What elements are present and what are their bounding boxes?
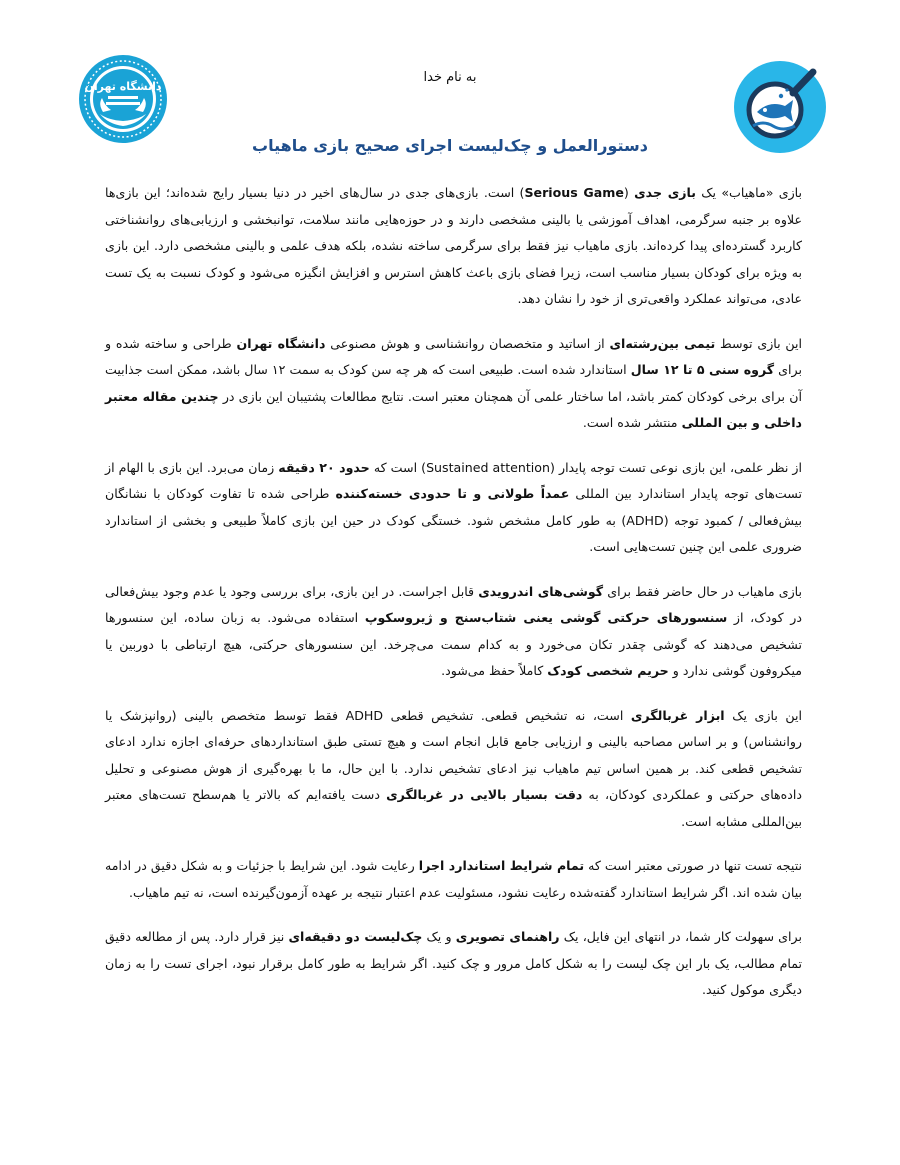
paragraph-6 [105,853,802,906]
text-run: زمان می‌برد. این بازی با الهام از تست‌های توجه پایدار استاندارد بین المللی [105,459,802,501]
bold-run: گروه سنی ۵ تا ۱۲ سال [630,362,775,377]
text-run: رعایت شود. این شرایط با جزئیات و به شکل دقیق در ادامه بیان شده اند. اگر شرایط استاندارد گفته‌شده رعایت نشود، مسئولیت عدم اعتبار نتیجه بر عهده آزمون‌گیرنده است، نه تیم ماهیاب. [105,858,802,900]
university-of-tehran-seal-icon [78,54,168,144]
text-run: استفاده می‌شود. به زبان ساده، این سنسورها تشخیص می‌دهند که گوشی چقدر تکان می‌خورد و به کدام سمت می‌چرخد. این سنسورهای حرکتی، هیچ ارتباطی با دوربین یا میکروفون گوشی ندارد و [105,610,802,678]
text-run: از اساتید و متخصصان روانشناسی و هوش مصنوعی [325,335,610,351]
text-run: ) به طور کامل مشخص شود. خستگی کودک در حین این بازی کاملاً طبیعی و بخشی از استاندارد ضروری علمی این چنین تست‌هایی است. [105,512,802,554]
bold-run: راهنمای تصویری [455,929,560,944]
text-run: نیز قرار دارد. پس از مطالعه دقیق تمام مطالب، یک بار این چک لیست را به شکل کامل مرور و چک کنید. اگر شرایط به طور کامل برقرار نبود، اجرای تست را به زمان دیگری موکول کنید. [105,929,802,997]
text-run: بازی ماهیاب در حال حاضر فقط برای [603,583,802,599]
bold-run: دانشگاه تهران [236,335,326,351]
text-run: ADHD [626,512,664,528]
text-run: دست یافته‌ایم که بالاتر یا هم‌سطح تست‌های معتبر بین‌المللی مشابه است. [105,787,802,829]
text-run: نتیجه تست تنها در صورتی معتبر است که [584,858,802,873]
text-run: این بازی توسط [715,335,803,351]
text-run: منتشر شده است. [582,415,682,430]
text-run: طراحی و ساخته شده و برای [105,335,802,377]
document-title: دستورالعمل و چک‌لیست اجرای صحیح بازی ماهیاب [252,136,648,155]
bold-run: گوشی‌های اندرویدی [478,583,604,599]
paragraph-7 [105,924,802,1004]
bold-run: Serious Game [524,185,624,200]
document-body [105,180,802,1022]
bold-run: چندین مقاله معتبر داخلی و بین المللی [105,388,802,430]
bold-run: حدود ۲۰ دقیقه [278,459,370,475]
text-run: ) است. بازی‌های جدی در سال‌های اخیر در دنیا بسیار رایج شده‌اند؛ این بازی‌ها علاوه بر جنبه سرگرمی، اهداف آموزشی یا بالینی مشخصی دارند و در حوزه‌هایی مانند سلامت، توانبخشی و ارزیابی‌های روانشناختی کاربرد گسترده‌ای پیدا کرده‌اند. بازی ماهیاب نیز فقط برای سرگرمی ساخته نشده، بلکه هدف علمی و بالینی مشخصی دارد. این بازی به ویژه برای کودکان بسیار مناسب است، زیرا فضای بازی باعث کاهش استرس و افزایش انگیزه می‌شود و کودک نسبت به یک تست عادی، می‌تواند عملکرد واقعی‌تری از خود را نشان دهد. [105,185,802,306]
text-run: طراحی شده تا تفاوت کودکان با نشانگان بیش‌فعالی / کمبود توجه ( [105,486,802,528]
text-run: برای سهولت کار شما، در انتهای این فایل، یک [559,929,802,944]
bold-run: تمام شرایط استاندارد اجرا [418,858,585,873]
text-run: از نظر علمی، این بازی نوعی تست توجه پایدار ( [550,459,803,475]
text-run: استاندارد شده است. طبیعی است که هر چه سن کودک به سمت ۱۲ سال باشد، ممکن است جذابیت آن برای برخی کودکان کمتر باشد، اما ساختار علمی آن همچنان معتبر است. نتایج مطالعات پشتیبان این بازی در [105,362,802,404]
text-run: ( [623,185,635,200]
basmala-heading: به نام خدا [423,70,477,85]
text-run: کاملاً حفظ می‌شود. [441,663,548,678]
bold-run: چک‌لیست دو دقیقه‌ای [288,929,423,944]
paragraph-4 [105,579,802,685]
text-run: و یک [422,929,456,944]
text-run: ) است که [369,459,427,475]
paragraph-3 [105,455,802,561]
bold-run: حریم شخصی کودک [547,663,669,678]
text-run: Sustained attention [426,459,550,475]
bold-run: ابزار غربالگری [630,707,725,723]
text-run: قابل اجراست. در این بازی، برای بررسی وجود یا عدم وجود بیش‌فعالی در کودک، از [105,583,802,625]
bold-run: دقت بسیار بالایی در غربالگری [386,787,583,802]
paragraph-5 [105,703,802,836]
left-logo-top-text: دانشگاه تهران [84,80,162,93]
bold-run: سنسورهای حرکتی گوشی یعنی شتاب‌سنج و ژیروسکوپ [364,610,728,625]
text-run: بازی «ماهیاب» یک [695,185,803,200]
paragraph-2 [105,331,802,437]
bold-run: بازی جدی [634,185,696,200]
text-run: است، نه تشخیص قطعی. تشخیص قطعی ADHD فقط توسط متخصص بالینی (روانپزشک یا روانشناس) و بر اساس مصاحبه بالینی و ارزیابی جامع قابل انجام است و هیچ تستی طبق استانداردهای حرفه‌ای اجازه ندارد ادعای تشخیص قطعی کند. بر همین اساس تیم ماهیاب نیز ادعای تشخیص ندارد. با این حال، ما با بهره‌گیری از هوش مصنوعی و تحلیل داده‌های حرکتی و عملکردی کودکان، به [105,707,802,802]
bold-run: تیمی بین‌رشته‌ای [609,335,716,351]
mahiyab-fish-magnifier-logo-icon [733,60,827,154]
bold-run: عمداً طولانی و تا حدودی خسته‌کننده [335,486,570,501]
text-run: این بازی یک [724,707,802,723]
paragraph-1 [105,180,802,313]
